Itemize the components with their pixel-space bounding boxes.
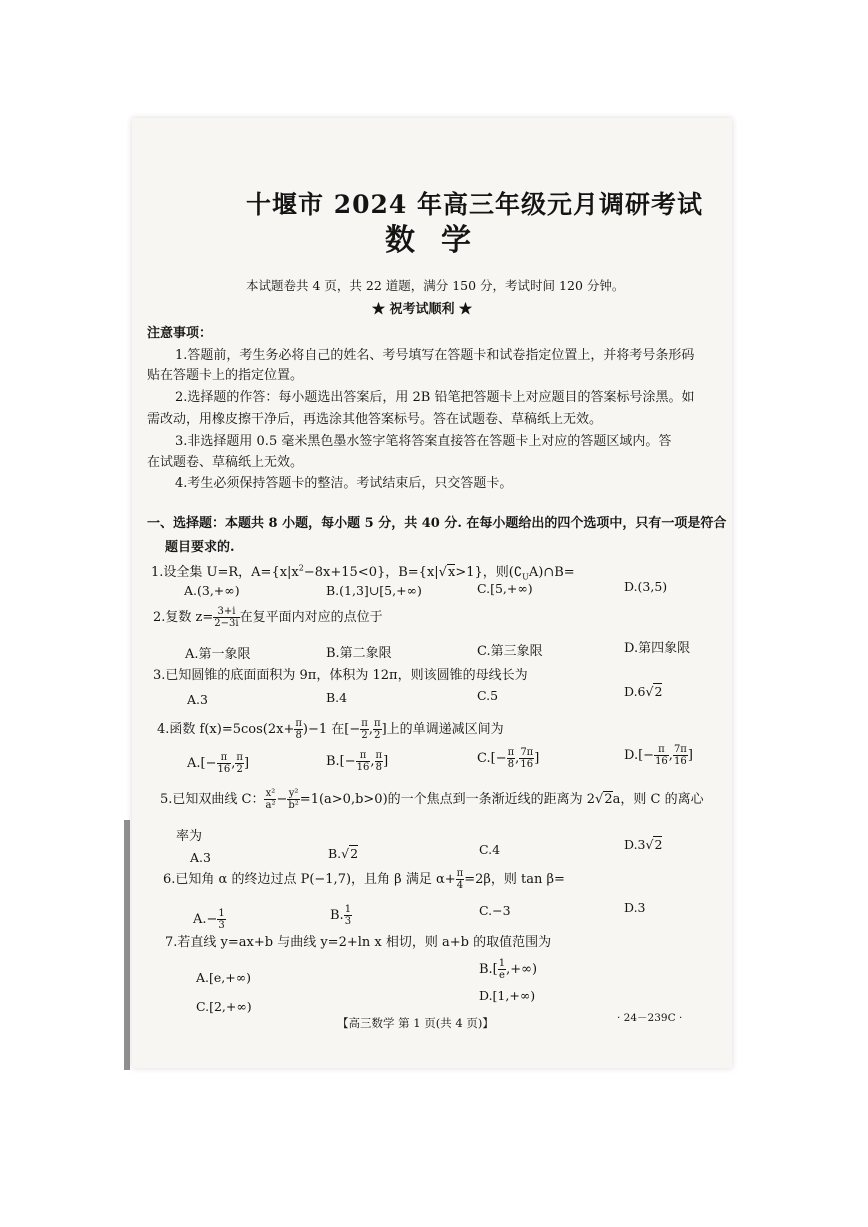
q5-option-d: D.3√2 (624, 837, 663, 852)
scan-edge-shadow (124, 820, 130, 1070)
q1-option-c: C.[5,+∞) (477, 581, 533, 596)
q3-option-b: B.4 (326, 690, 348, 705)
notice-line: 3.非选择题用 0.5 毫米黑色墨水签字笔将答案直接答在答题卡上对应的答题区域内。答 (175, 434, 672, 449)
notice-line: 4.考生必须保持答题卡的整洁。考试结束后，只交答题卡。 (175, 476, 513, 491)
q1-option-b: B.(1,3]∪[5,+∞) (326, 583, 422, 598)
question-3-stem: 3.已知圆锥的底面面积为 9π，体积为 12π，则该圆锥的母线长为 (153, 668, 528, 683)
q1-option-a: A.(3,+∞) (184, 583, 240, 598)
q4-option-a: A.[− $\frac{\pi}{16}$ , $\frac{\pi}{2}$ ] (187, 752, 250, 775)
question-6-stem: 6.已知角 α 的终边过点 P(−1,7)，且角 β 满足 α+ $\frac{\pi}{4}$ =2β，则 tan β= (163, 868, 565, 891)
q5-option-a: A.3 (190, 850, 211, 865)
notice-line: 1.答题前，考生务必将自己的姓名、考号填写在答题卡和试卷指定位置上，并将考号条形码 (175, 348, 695, 363)
question-2-stem: 2.复数 z= $\frac{3+i}{2-3i}$ 在复平面内对应的点位于 (153, 606, 383, 629)
q7-option-d: D.[1,+∞) (479, 988, 536, 1003)
q2-option-a: A.第一象限 (185, 647, 251, 662)
wish-banner: ★ 祝考试顺利 ★ (372, 302, 473, 317)
exam-info: 本试题卷共 4 页，共 22 道题，满分 150 分，考试时间 120 分钟。 (246, 278, 625, 293)
notice-line: 需改动，用橡皮擦干净后，再选涂其他答案标号。答在试题卷、草稿纸上无效。 (147, 412, 603, 427)
q6-option-d: D.3 (624, 900, 646, 915)
q3-option-c: C.5 (477, 688, 499, 703)
notice-line: 贴在答题卡上的指定位置。 (147, 368, 304, 383)
q6-option-a: A.− $\frac{1}{3}$ (193, 908, 225, 931)
question-1-stem: 1.设全集 U=R，$A=\{x|x^2-8x+15<0\}$，B={x|√x>1}，则$(∁_UA)\cap B=$ (151, 563, 575, 582)
notice-line: 在试题卷、草稿纸上无效。 (147, 455, 304, 470)
section-heading-cont: 题目要求的. (165, 540, 235, 555)
page-footer: 【高三数学 第 1 页(共 4 页)】 (337, 1016, 494, 1030)
q4-option-c: C.[− $\frac{\pi}{8}$ , $\frac{7\pi}{16}$ ] (477, 747, 540, 770)
q6-option-c: C.−3 (479, 903, 511, 918)
q5-stem-cont: 率为 (176, 829, 203, 844)
q7-option-a: A.[e,+∞) (196, 970, 252, 985)
exam-title: 十堰市 2024 年高三年级元月调研考试 (246, 190, 703, 219)
q2-option-c: C.第三象限 (477, 644, 543, 659)
q6-option-b: B. $\frac{1}{3}$ (330, 904, 352, 927)
question-4-stem: 4.函数 f(x)=5cos(2x+ $\frac{\pi}{8}$ )−1 在[− $\frac{\pi}{2}$ , $\frac{\pi}{2}$ ]上的单调递减区间为 (157, 718, 504, 741)
q7-option-b: B.[ $\frac{1}{e}$ ,+∞) (479, 958, 538, 981)
q7-option-c: C.[2,+∞) (196, 999, 252, 1014)
question-5-stem: 5.已知双曲线 C： $\frac{\text{x²}}{\text{a²}}$ − $\frac{\text{y²}}{\text{b²}}$ =1(a>0,b>0)的一个焦点到一条渐近线的距离为 2√2a，则 C 的离心 (160, 788, 704, 811)
exam-code: · 24－239C · (617, 1012, 683, 1024)
q2-option-b: B.第二象限 (326, 646, 392, 661)
q2-option-d: D.第四象限 (624, 641, 691, 656)
q3-option-d: D.6√2 (624, 684, 663, 699)
subject-title: 数学 (385, 223, 497, 258)
section-heading: 一、选择题：本题共 8 小题，每小题 5 分，共 40 分. 在每小题给出的四个选项中，只有一项是符合 (147, 516, 727, 531)
notice-heading: 注意事项： (147, 326, 213, 341)
question-7-stem: 7.若直线 y=ax+b 与曲线 y=2+ln x 相切，则 a+b 的取值范围为 (165, 935, 552, 950)
q5-option-b: B.√2 (328, 846, 359, 861)
q4-option-d: D.[− $\frac{\pi}{16}$ , $\frac{7\pi}{16}$ ] (624, 744, 693, 767)
q1-option-d: D.(3,5) (624, 579, 668, 594)
q3-option-a: A.3 (187, 692, 208, 707)
q4-option-b: B.[− $\frac{\pi}{16}$ , $\frac{\pi}{8}$ ] (326, 750, 389, 773)
notice-line: 2.选择题的作答：每小题选出答案后，用 2B 铅笔把答题卡上对应题目的答案标号涂黑。如 (175, 390, 695, 405)
q5-option-c: C.4 (479, 842, 501, 857)
